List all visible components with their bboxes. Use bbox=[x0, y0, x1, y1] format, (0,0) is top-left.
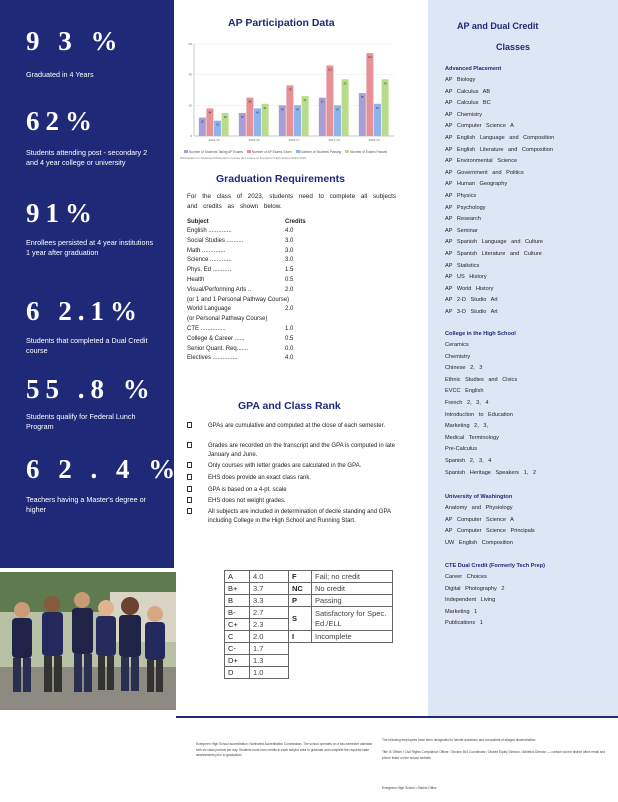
stat-value: 62% bbox=[26, 106, 98, 136]
requirement-credits: 3.0 bbox=[285, 257, 294, 264]
grade-points: 2.3 bbox=[250, 619, 289, 631]
grade-letter: D+ bbox=[225, 655, 250, 667]
gpa-title: GPA and Class Rank bbox=[238, 400, 341, 412]
bullet-checkbox-icon bbox=[187, 474, 192, 480]
stat-label: Graduated in 4 Years bbox=[26, 70, 94, 79]
requirement-subject: Science ............. bbox=[187, 257, 232, 264]
course-item: AP Human Geography bbox=[445, 181, 508, 188]
course-item: AP 2-D Studio Art bbox=[445, 297, 498, 304]
legend-label: Number of Students Taking AP Exams bbox=[189, 150, 243, 154]
grade-points: 2.7 bbox=[250, 607, 289, 619]
requirements-subject-header: Subject bbox=[187, 219, 209, 225]
bullet-checkbox-icon bbox=[187, 422, 192, 428]
grade-points: 2.0 bbox=[250, 631, 289, 643]
stat-value: 91% bbox=[26, 198, 98, 228]
grade-scale-row bbox=[225, 631, 393, 643]
mark-description: No credit bbox=[312, 583, 393, 595]
bar-data-label: 48 bbox=[296, 108, 299, 112]
mark-code: NC bbox=[289, 583, 312, 595]
requirements-credits-header: Credits bbox=[285, 219, 306, 225]
students-photo-illustration bbox=[0, 572, 176, 710]
grade-scale-row bbox=[225, 655, 393, 667]
course-item: AP Chemistry bbox=[445, 111, 483, 118]
course-item: Ethnic Studies and Civics bbox=[445, 376, 518, 383]
students-photo bbox=[0, 572, 176, 710]
bar bbox=[366, 53, 373, 136]
course-item: AP US History bbox=[445, 274, 487, 281]
stat-value: 55 .8 % bbox=[26, 374, 156, 404]
stats-panel bbox=[0, 0, 182, 568]
bullet-checkbox-icon bbox=[187, 486, 192, 492]
bar-data-label: 82 bbox=[343, 82, 347, 86]
x-tick-label: 2017-18 bbox=[328, 138, 340, 142]
course-item: AP World History bbox=[445, 285, 494, 292]
footer-accreditation-text: Evergreen High School accreditation: Northwest Accreditation Commission. The school operates on a two-semester calendar with six class periods per day. Students must earn credits in each subject area to graduate and complete the required state assessments prior to graduation. bbox=[196, 742, 373, 757]
stat-label: Students qualify for Federal Lunch Program bbox=[26, 412, 136, 431]
chart-title: AP Participation Data bbox=[228, 17, 335, 29]
bar-data-label: 46 bbox=[256, 111, 259, 115]
bar-data-label: 36 bbox=[216, 123, 219, 127]
legend-swatch bbox=[345, 150, 349, 153]
grade-letter: B+ bbox=[225, 583, 250, 595]
legend-label: Number of AP Exams Given bbox=[251, 150, 292, 154]
course-item: Marketing 1 bbox=[445, 608, 478, 615]
mark-code: P bbox=[289, 595, 312, 607]
stat-label: Enrollees persisted at 4 year institutions 1 year after graduation bbox=[26, 238, 154, 257]
bar-data-label: 38 bbox=[223, 116, 227, 119]
bar-data-label: 58 bbox=[248, 100, 252, 104]
course-item: AP Government and Politics bbox=[445, 169, 524, 176]
course-item: AP 3-D Studio Art bbox=[445, 309, 498, 315]
bar-data-label: 44 bbox=[208, 111, 212, 115]
course-item: Ceramics bbox=[445, 342, 469, 348]
course-item: UW English Composition bbox=[445, 539, 513, 546]
grade-scale-row bbox=[225, 571, 393, 583]
grade-letter: B- bbox=[225, 607, 250, 619]
course-item: AP Statistics bbox=[445, 262, 480, 269]
requirement-credits: 1.0 bbox=[285, 326, 294, 332]
grade-scale-row bbox=[225, 643, 393, 655]
stat-label: Students attending post - secondary 2 and 4 year college or university bbox=[26, 148, 148, 167]
grade-points: 1.0 bbox=[250, 667, 289, 679]
stat-label: Teachers having a Master's degree or higher bbox=[26, 495, 147, 514]
course-item: Independent Living bbox=[445, 597, 496, 604]
stat-label: Students that completed a Dual Credit course bbox=[26, 336, 148, 355]
requirement-subject: Senior Quant. Req....... bbox=[187, 345, 249, 352]
footer-contacts-text: Title IX Officer / Civil Rights Compliance Officer / Section 504 Coordinator / District Equity Director / Athletics Director — contact via the district office email and phone listed on the school website. bbox=[382, 750, 606, 760]
grade-points: 1.7 bbox=[250, 643, 289, 655]
legend-swatch bbox=[247, 150, 251, 153]
bullet-checkbox-icon bbox=[187, 497, 192, 503]
bar bbox=[359, 93, 366, 136]
requirement-credits: 4.0 bbox=[285, 355, 294, 362]
dual-credit-section-heading: College in the High School bbox=[445, 331, 516, 337]
requirement-subject: English .............. bbox=[187, 228, 232, 234]
requirement-credits: 0.0 bbox=[285, 345, 294, 352]
bar-data-label: 36 bbox=[240, 116, 244, 119]
course-item: AP Spanish Language and Culture bbox=[445, 239, 544, 246]
bullet-checkbox-icon bbox=[187, 442, 192, 448]
gpa-item-text: GPAs are cumulative and computed at the close of each semester. bbox=[208, 423, 385, 429]
legend-swatch bbox=[184, 150, 188, 153]
bar-data-label: 78 bbox=[288, 88, 292, 92]
course-item: AP Computer Science A bbox=[445, 123, 514, 130]
requirement-credits: 3.0 bbox=[285, 237, 294, 244]
mark-description: Incomplete bbox=[312, 631, 393, 643]
course-item: AP Seminar bbox=[445, 227, 478, 234]
bar-data-label: 112 bbox=[327, 68, 332, 72]
course-item: AP Environmental Science bbox=[445, 158, 518, 165]
course-item: Publications 1 bbox=[445, 620, 483, 627]
mark-description: Passing bbox=[312, 595, 393, 607]
gpa-item-text: Only courses with letter grades are calculated in the GPA. bbox=[208, 463, 362, 469]
bar bbox=[326, 65, 333, 136]
requirement-subject: Phys. Ed ........... bbox=[187, 267, 232, 274]
bar-data-label: 50 bbox=[376, 106, 379, 110]
mark-description: Satisfactory for Spec. Ed./ELL bbox=[312, 607, 393, 631]
course-item: Medical Terminology bbox=[445, 434, 499, 441]
grade-scale-row bbox=[225, 595, 393, 607]
ap-participation-chart bbox=[180, 40, 398, 158]
requirement-subject: Visual/Performing Arts .. bbox=[187, 286, 252, 293]
course-item: Chemistry bbox=[445, 353, 471, 360]
dual-credit-subtitle: Classes bbox=[496, 42, 531, 52]
course-item: AP Biology bbox=[445, 77, 476, 83]
x-tick-label: 2014-15 bbox=[208, 138, 220, 142]
gpa-item-text: EHS does not weight grades. bbox=[208, 498, 286, 504]
grade-points: 3.3 bbox=[250, 595, 289, 607]
requirement-subject: World Language bbox=[187, 306, 231, 313]
course-item: AP English Literature and Composition bbox=[445, 146, 553, 153]
mark-code: I bbox=[289, 631, 312, 643]
requirement-subject: (or 1 and 1 Personal Pathway Course) bbox=[187, 296, 290, 303]
course-item: Introduction to Education bbox=[445, 411, 513, 418]
gpa-item-text: EHS does provide an exact class rank. bbox=[208, 475, 312, 481]
requirement-credits: 2.0 bbox=[285, 306, 294, 313]
requirement-subject: (or Personal Pathway Course) bbox=[187, 316, 268, 323]
grade-scale-row bbox=[225, 607, 393, 619]
gpa-item-text: GPA is based on a 4-pt. scale bbox=[208, 487, 287, 493]
bullet-checkbox-icon bbox=[187, 462, 192, 468]
course-item: French 2, 3, 4 bbox=[445, 400, 489, 406]
gpa-item-text: All subjects are included in determination of decile standing and GPA including College in the High School and Running Start. bbox=[208, 509, 391, 524]
mark-code: F bbox=[289, 571, 312, 583]
course-item: AP English Language and Composition bbox=[445, 135, 555, 141]
stat-value: 6 2.1% bbox=[26, 296, 143, 326]
bar bbox=[342, 79, 349, 136]
requirement-subject: Health bbox=[187, 277, 205, 283]
bar-data-label: 68 bbox=[360, 96, 364, 100]
bar-data-label: 131 bbox=[367, 56, 373, 60]
bar-data-label: 50 bbox=[336, 108, 339, 112]
y-tick-label: 0 bbox=[190, 134, 192, 138]
course-item: AP Spanish Literature and Culture bbox=[445, 251, 542, 257]
legend-label: Number of Exams Passed bbox=[350, 150, 388, 154]
mark-code: S bbox=[289, 607, 312, 631]
dual-credit-section-heading: Advanced Placement bbox=[445, 66, 502, 72]
dual-credit-section-heading: University of Washington bbox=[445, 494, 513, 500]
bullet-checkbox-icon bbox=[187, 508, 192, 514]
course-item: Marketing 2, 3, bbox=[445, 423, 488, 430]
requirement-subject: College & Career ...... bbox=[187, 335, 245, 342]
course-item: AP Calculus AB bbox=[445, 88, 491, 95]
requirement-subject: CTE ............... bbox=[187, 326, 226, 332]
grade-scale-row bbox=[225, 583, 393, 595]
requirement-subject: Electives ............... bbox=[187, 355, 238, 362]
grade-points: 1.3 bbox=[250, 655, 289, 667]
bar bbox=[382, 79, 389, 136]
grade-letter: B bbox=[225, 595, 250, 607]
footer-nondiscrimination-text: The following employees have been designated to handle questions and complaints of alleged discrimination: bbox=[382, 738, 537, 742]
bar-data-label: 48 bbox=[280, 108, 284, 112]
course-item: Pre-Calculus bbox=[445, 446, 478, 453]
grade-points: 4.0 bbox=[250, 571, 289, 583]
footer bbox=[176, 716, 618, 802]
requirement-credits: 3.0 bbox=[285, 247, 294, 254]
footer-address-text: Evergreen High School • District Office bbox=[382, 786, 437, 790]
course-item: AP Psychology bbox=[445, 204, 486, 211]
course-item: AP Physics bbox=[445, 193, 477, 199]
grade-letter: D bbox=[225, 667, 250, 679]
y-tick-label: 40 bbox=[188, 72, 192, 77]
course-item: AP Computer Science A bbox=[445, 516, 514, 523]
requirement-credits: 1.5 bbox=[285, 267, 294, 274]
bar-data-label: 28 bbox=[200, 120, 204, 124]
grade-scale-row bbox=[225, 667, 393, 679]
grade-points: 3.7 bbox=[250, 583, 289, 595]
y-tick-label: 60 bbox=[188, 42, 192, 46]
bar-data-label: 78 bbox=[383, 82, 387, 86]
grade-letter: C bbox=[225, 631, 250, 643]
gpa-item-text: Grades are recorded on the transcript and the GPA is computed in late January and June. bbox=[208, 443, 395, 458]
legend-swatch bbox=[296, 150, 300, 153]
course-item: AP Calculus BC bbox=[445, 100, 491, 107]
course-item: Anatomy and Physiology bbox=[445, 505, 513, 511]
course-item: AP Computer Science Principals bbox=[445, 528, 535, 535]
chart-caption: Participation in Advanced Placement courses and exams at Evergreen High School 2014-2019 bbox=[180, 156, 306, 160]
grade-letter: A bbox=[225, 571, 250, 583]
chart-legend bbox=[180, 150, 402, 154]
stat-value: 9 3 % bbox=[26, 26, 124, 56]
requirement-credits: 4.0 bbox=[285, 228, 294, 234]
requirement-subject: Social Studies .......... bbox=[187, 237, 244, 244]
grade-letter: C- bbox=[225, 643, 250, 655]
x-tick-label: 2015-16 bbox=[248, 138, 260, 142]
dual-credit-title: AP and Dual Credit bbox=[457, 21, 539, 31]
dual-credit-section-heading: CTE Dual Credit (Formerly Tech Prep) bbox=[445, 563, 545, 569]
grade-scale-table bbox=[224, 570, 393, 679]
grade-letter: C+ bbox=[225, 619, 250, 631]
x-tick-label: 2018-19 bbox=[368, 138, 380, 142]
x-tick-label: 2016-17 bbox=[288, 138, 300, 142]
graduation-intro: For the class of 2023, students need to complete all subjects and credits as shown below. bbox=[187, 193, 397, 210]
mark-description: Fail; no credit bbox=[312, 571, 393, 583]
course-item: Digital Photography 2 bbox=[445, 585, 505, 592]
bar-data-label: 51 bbox=[263, 106, 267, 110]
requirement-credits: 0.5 bbox=[285, 277, 294, 283]
stat-value: 6 2 . 4 % bbox=[26, 454, 182, 484]
course-item: Career Choices bbox=[445, 574, 487, 580]
course-item: Spanish Heritage Speakers 1, 2 bbox=[445, 469, 536, 476]
requirement-subject: Math .............. bbox=[187, 247, 226, 254]
course-item: EVCC English bbox=[445, 388, 484, 395]
course-item: Chinese 2, 3 bbox=[445, 365, 483, 372]
bar bbox=[286, 85, 293, 136]
course-item: AP Research bbox=[445, 216, 481, 223]
graduation-title: Graduation Requirements bbox=[216, 173, 345, 185]
course-item: Spanish 2, 3, 4 bbox=[445, 458, 492, 464]
bar-data-label: 61 bbox=[303, 99, 307, 103]
requirement-credits: 2.0 bbox=[285, 286, 294, 293]
requirement-credits: 0.5 bbox=[285, 335, 294, 342]
y-tick-label: 20 bbox=[188, 103, 192, 108]
bar-data-label: 61 bbox=[320, 100, 324, 104]
legend-label: Number of Students Passing bbox=[300, 150, 342, 154]
